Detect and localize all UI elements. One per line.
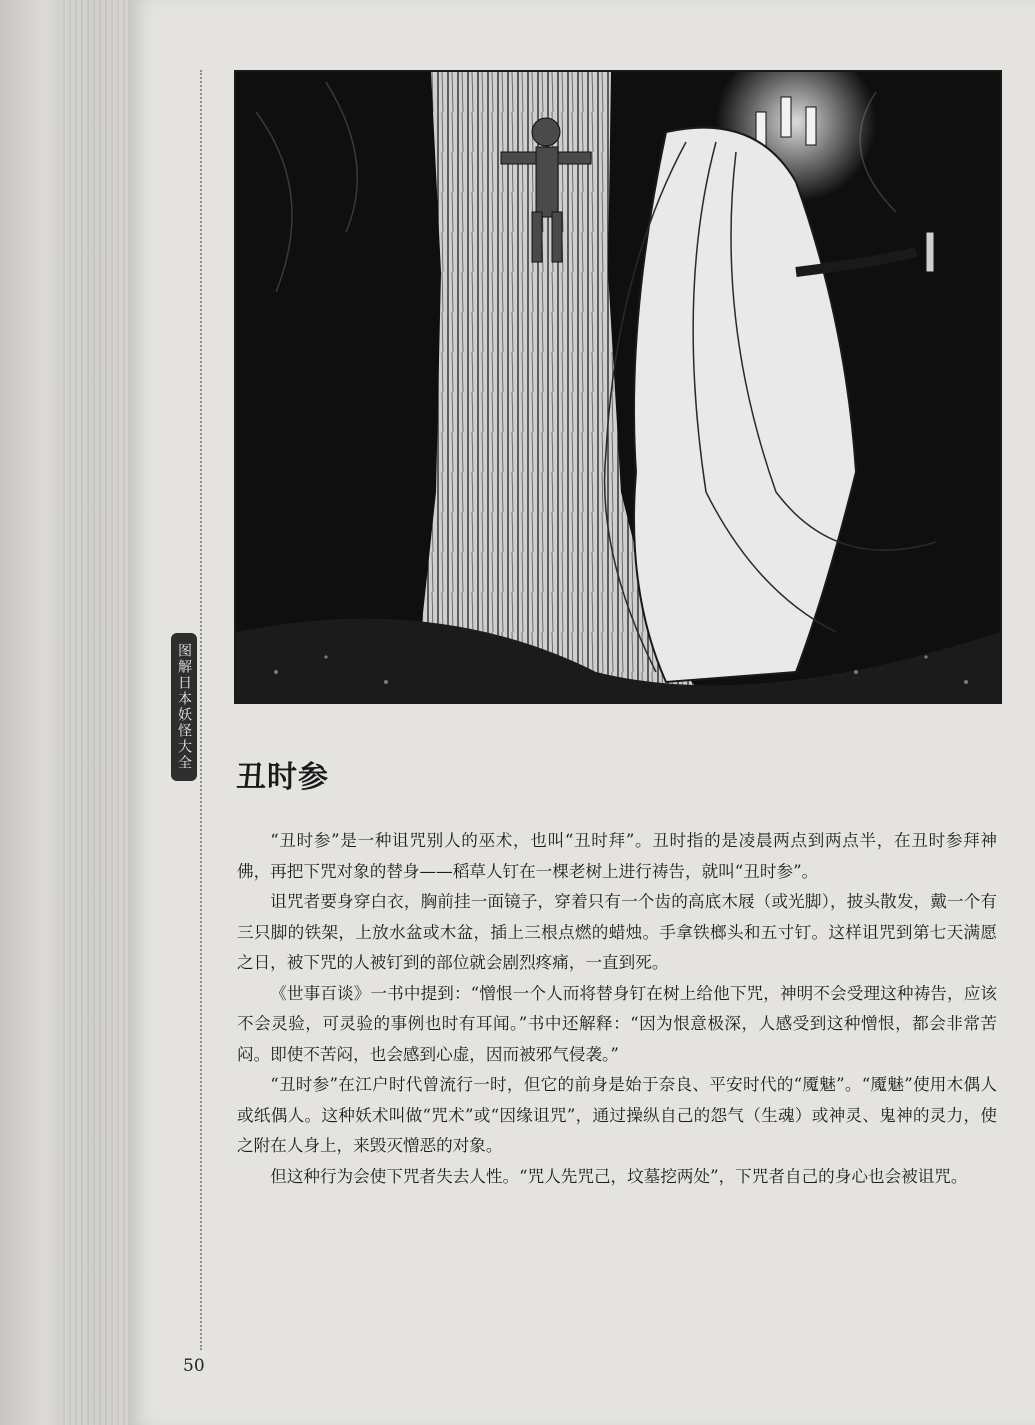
paragraph: 《世事百谈》一书中提到：“憎恨一个人而将替身钉在树上给他下咒，神明不会受理这种祷告，应该不会灵验，可灵验的事例也时有耳闻。”书中还解释：“因为恨意极深，人感受到这种憎恨，都会非常苦闷。即使不苦闷，也会感到心虚，因而被邪气侵袭。” <box>237 983 997 1064</box>
page-stack <box>60 0 130 1425</box>
paragraph: “丑时参”在江户时代曾流行一时，但它的前身是始于奈良、平安时代的“魇魅”。“魇魅”使用木偶人或纸偶人。这种妖术叫做“咒术”或“因缘诅咒”，通过操纵自己的怨气（生魂）或神灵、鬼神的灵力，使之附在人身上，来毁灭憎恶的对象。 <box>237 1075 997 1155</box>
paragraph: 但这种行为会使下咒者失去人性。“咒人先咒己，坟墓挖两处”，下咒者自己的身心也会被诅咒。 <box>270 1166 968 1186</box>
article-body <box>237 826 997 1192</box>
side-tab-label: 图解日本妖怪大全 <box>176 643 192 771</box>
paragraph: “丑时参”是一种诅咒别人的巫术，也叫“丑时拜”。丑时指的是凌晨两点到两点半，在丑时参拜神佛，再把下咒对象的替身——稻草人钉在一棵老树上进行祷告，就叫“丑时参”。 <box>237 831 997 881</box>
illustration-drawing <box>236 72 1000 702</box>
dotted-margin-line <box>200 70 202 1350</box>
page-number: 50 <box>183 1356 205 1376</box>
illustration-ushi-no-toki-mairi <box>234 70 1002 704</box>
section-side-tab <box>171 633 197 781</box>
paragraph: 诅咒者要身穿白衣，胸前挂一面镜子，穿着只有一个齿的高底木屐（或光脚），披头散发，戴一个有三只脚的铁架，上放水盆或木盆，插上三根点燃的蜡烛。手拿铁榔头和五寸钉。这样诅咒到第七天满愿之日，被下咒的人被钉到的部位就会剧烈疼痛，一直到死。 <box>237 892 997 972</box>
article-title: 丑时参 <box>236 760 329 795</box>
